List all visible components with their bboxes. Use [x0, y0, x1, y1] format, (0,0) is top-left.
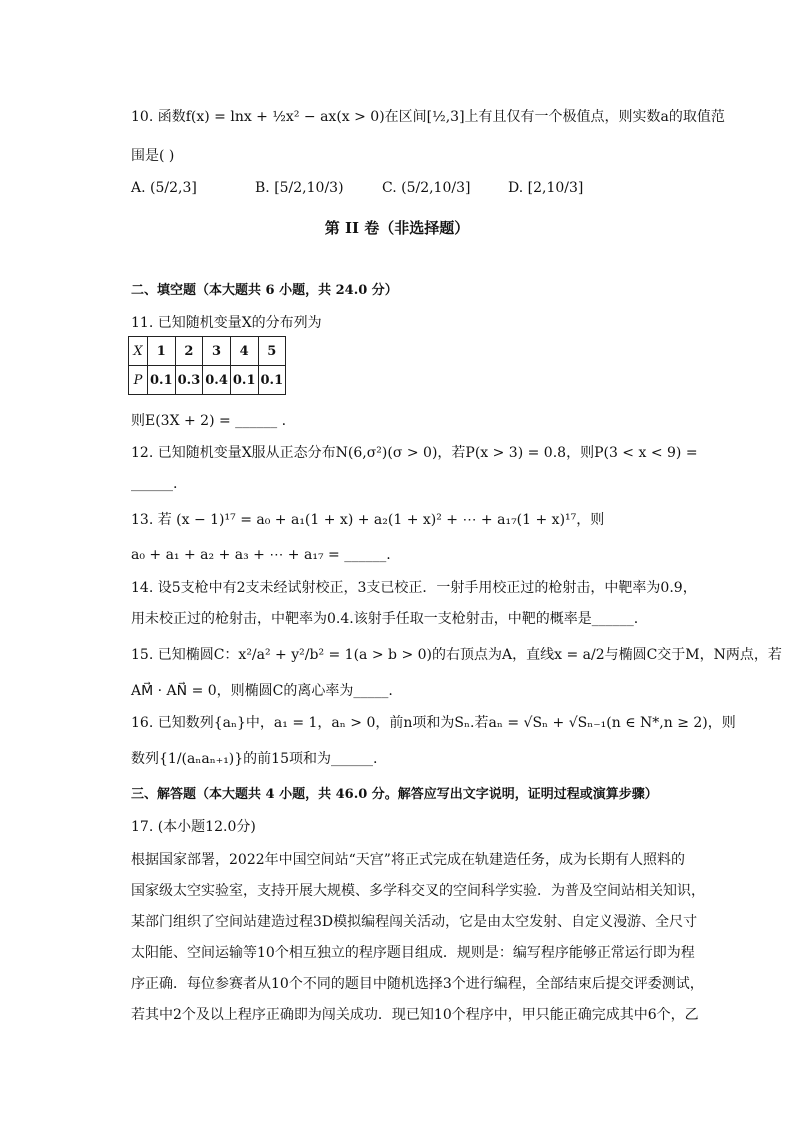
q15-answer-line: AM⃗ · AN⃗ = 0，则椭圆C的离心率为_____. [131, 683, 393, 699]
table-cell: 3 [203, 337, 231, 366]
section-3-heading: 三、解答题（本大题共 4 小题，共 46.0 分。解答应写出文字说明，证明过程或演算步骤） [131, 787, 658, 802]
section-title: 第 II 卷（非选择题） [324, 219, 470, 237]
table-cell: 1 [148, 337, 176, 366]
q15-stem: 15. 已知椭圆C：x²/a² + y²/b² = 1(a > b > 0)的右顶点为A，直线x = a/2与椭圆C交于M，N两点，若 [131, 647, 782, 663]
q12-answer-line: ______. [131, 476, 178, 492]
q11-stem: 11. 已知随机变量X的分布列为 [131, 315, 322, 331]
q14-answer-line: 用未校正过的枪射击，中靶率为0.4.该射手任取一支枪射击，中靶的概率是______. [131, 611, 639, 627]
paragraph-line: 国家级太空实验室，支持开展大规模、多学科交叉的空间科学实验．为普及空间站相关知识， [131, 883, 705, 899]
table-row [129, 337, 286, 366]
distribution-table [128, 336, 286, 395]
q13-stem: 13. 若 (x − 1)¹⁷ = a₀ + a₁(1 + x) + a₂(1 + x)² + ⋯ + a₁₇(1 + x)¹⁷，则 [131, 512, 605, 528]
q10-option-c: C. (5/2,10/3] [382, 180, 471, 196]
q11-answer-line: 则E(3X + 2) = ______ . [131, 413, 287, 429]
q12-stem: 12. 已知随机变量X服从正态分布N(6,σ²)(σ > 0)，若P(x > 3) = 0.8，则P(3 < x < 9) = [131, 445, 698, 461]
q10-option-b: B. [5/2,10/3) [255, 180, 344, 196]
table-cell: 0.1 [230, 366, 258, 395]
table-cell: 0.1 [258, 366, 286, 395]
q10-option-a: A. (5/2,3] [131, 180, 197, 196]
q17-header: 17. (本小题12.0分) [131, 819, 256, 835]
paragraph-line: 若其中2个及以上程序正确即为闯关成功．现已知10个程序中，甲只能正确完成其中6个，乙 [131, 1007, 699, 1023]
paragraph-line: 某部门组织了空间站建造过程3D模拟编程闯关活动，它是由太空发射、自定义漫游、全尺寸 [131, 914, 698, 930]
q16-stem: 16. 已知数列{aₙ}中，a₁ = 1，aₙ > 0，前n项和为Sₙ.若aₙ = √Sₙ + √Sₙ₋₁(n ∈ N*,n ≥ 2)，则 [131, 715, 736, 731]
table-cell: 2 [175, 337, 203, 366]
table-row [129, 366, 286, 395]
table-cell: P [129, 366, 148, 395]
q10-stem: 10. 函数f(x) = lnx + ½x² − ax(x > 0)在区间[½,3]上有且仅有一个极值点，则实数a的取值范 [131, 109, 725, 125]
table-cell: 5 [258, 337, 286, 366]
table-cell: 4 [230, 337, 258, 366]
table-cell: 0.1 [148, 366, 176, 395]
paragraph-line: 序正确．每位参赛者从10个不同的题目中随机选择3个进行编程，全部结束后提交评委测试， [131, 976, 704, 992]
table-cell: 0.4 [203, 366, 231, 395]
q10-options [131, 180, 691, 202]
paragraph-line: 太阳能、空间运输等10个相互独立的程序题目组成．规则是：编写程序能够正常运行即为程 [131, 945, 695, 961]
q10-option-d: D. [2,10/3] [508, 180, 584, 196]
table-cell: 0.3 [175, 366, 203, 395]
paragraph-line: 根据国家部署，2022年中国空间站“天宫”将正式完成在轨建造任务，成为长期有人照料的 [131, 852, 685, 868]
q10-stem-cont: 围是( ) [131, 148, 175, 164]
q17-paragraph [131, 845, 705, 1031]
table-cell: X [129, 337, 148, 366]
q16-answer-line: 数列{1/(aₙaₙ₊₁)}的前15项和为______. [131, 751, 378, 767]
q13-answer-line: a₀ + a₁ + a₂ + a₃ + ⋯ + a₁₇ = ______. [131, 547, 391, 563]
section-2-heading: 二、填空题（本大题共 6 小题，共 24.0 分） [131, 283, 398, 298]
q14-stem: 14. 设5支枪中有2支未经试射校正，3支已校正．一射手用校正过的枪射击，中靶率为0.9， [131, 580, 697, 596]
